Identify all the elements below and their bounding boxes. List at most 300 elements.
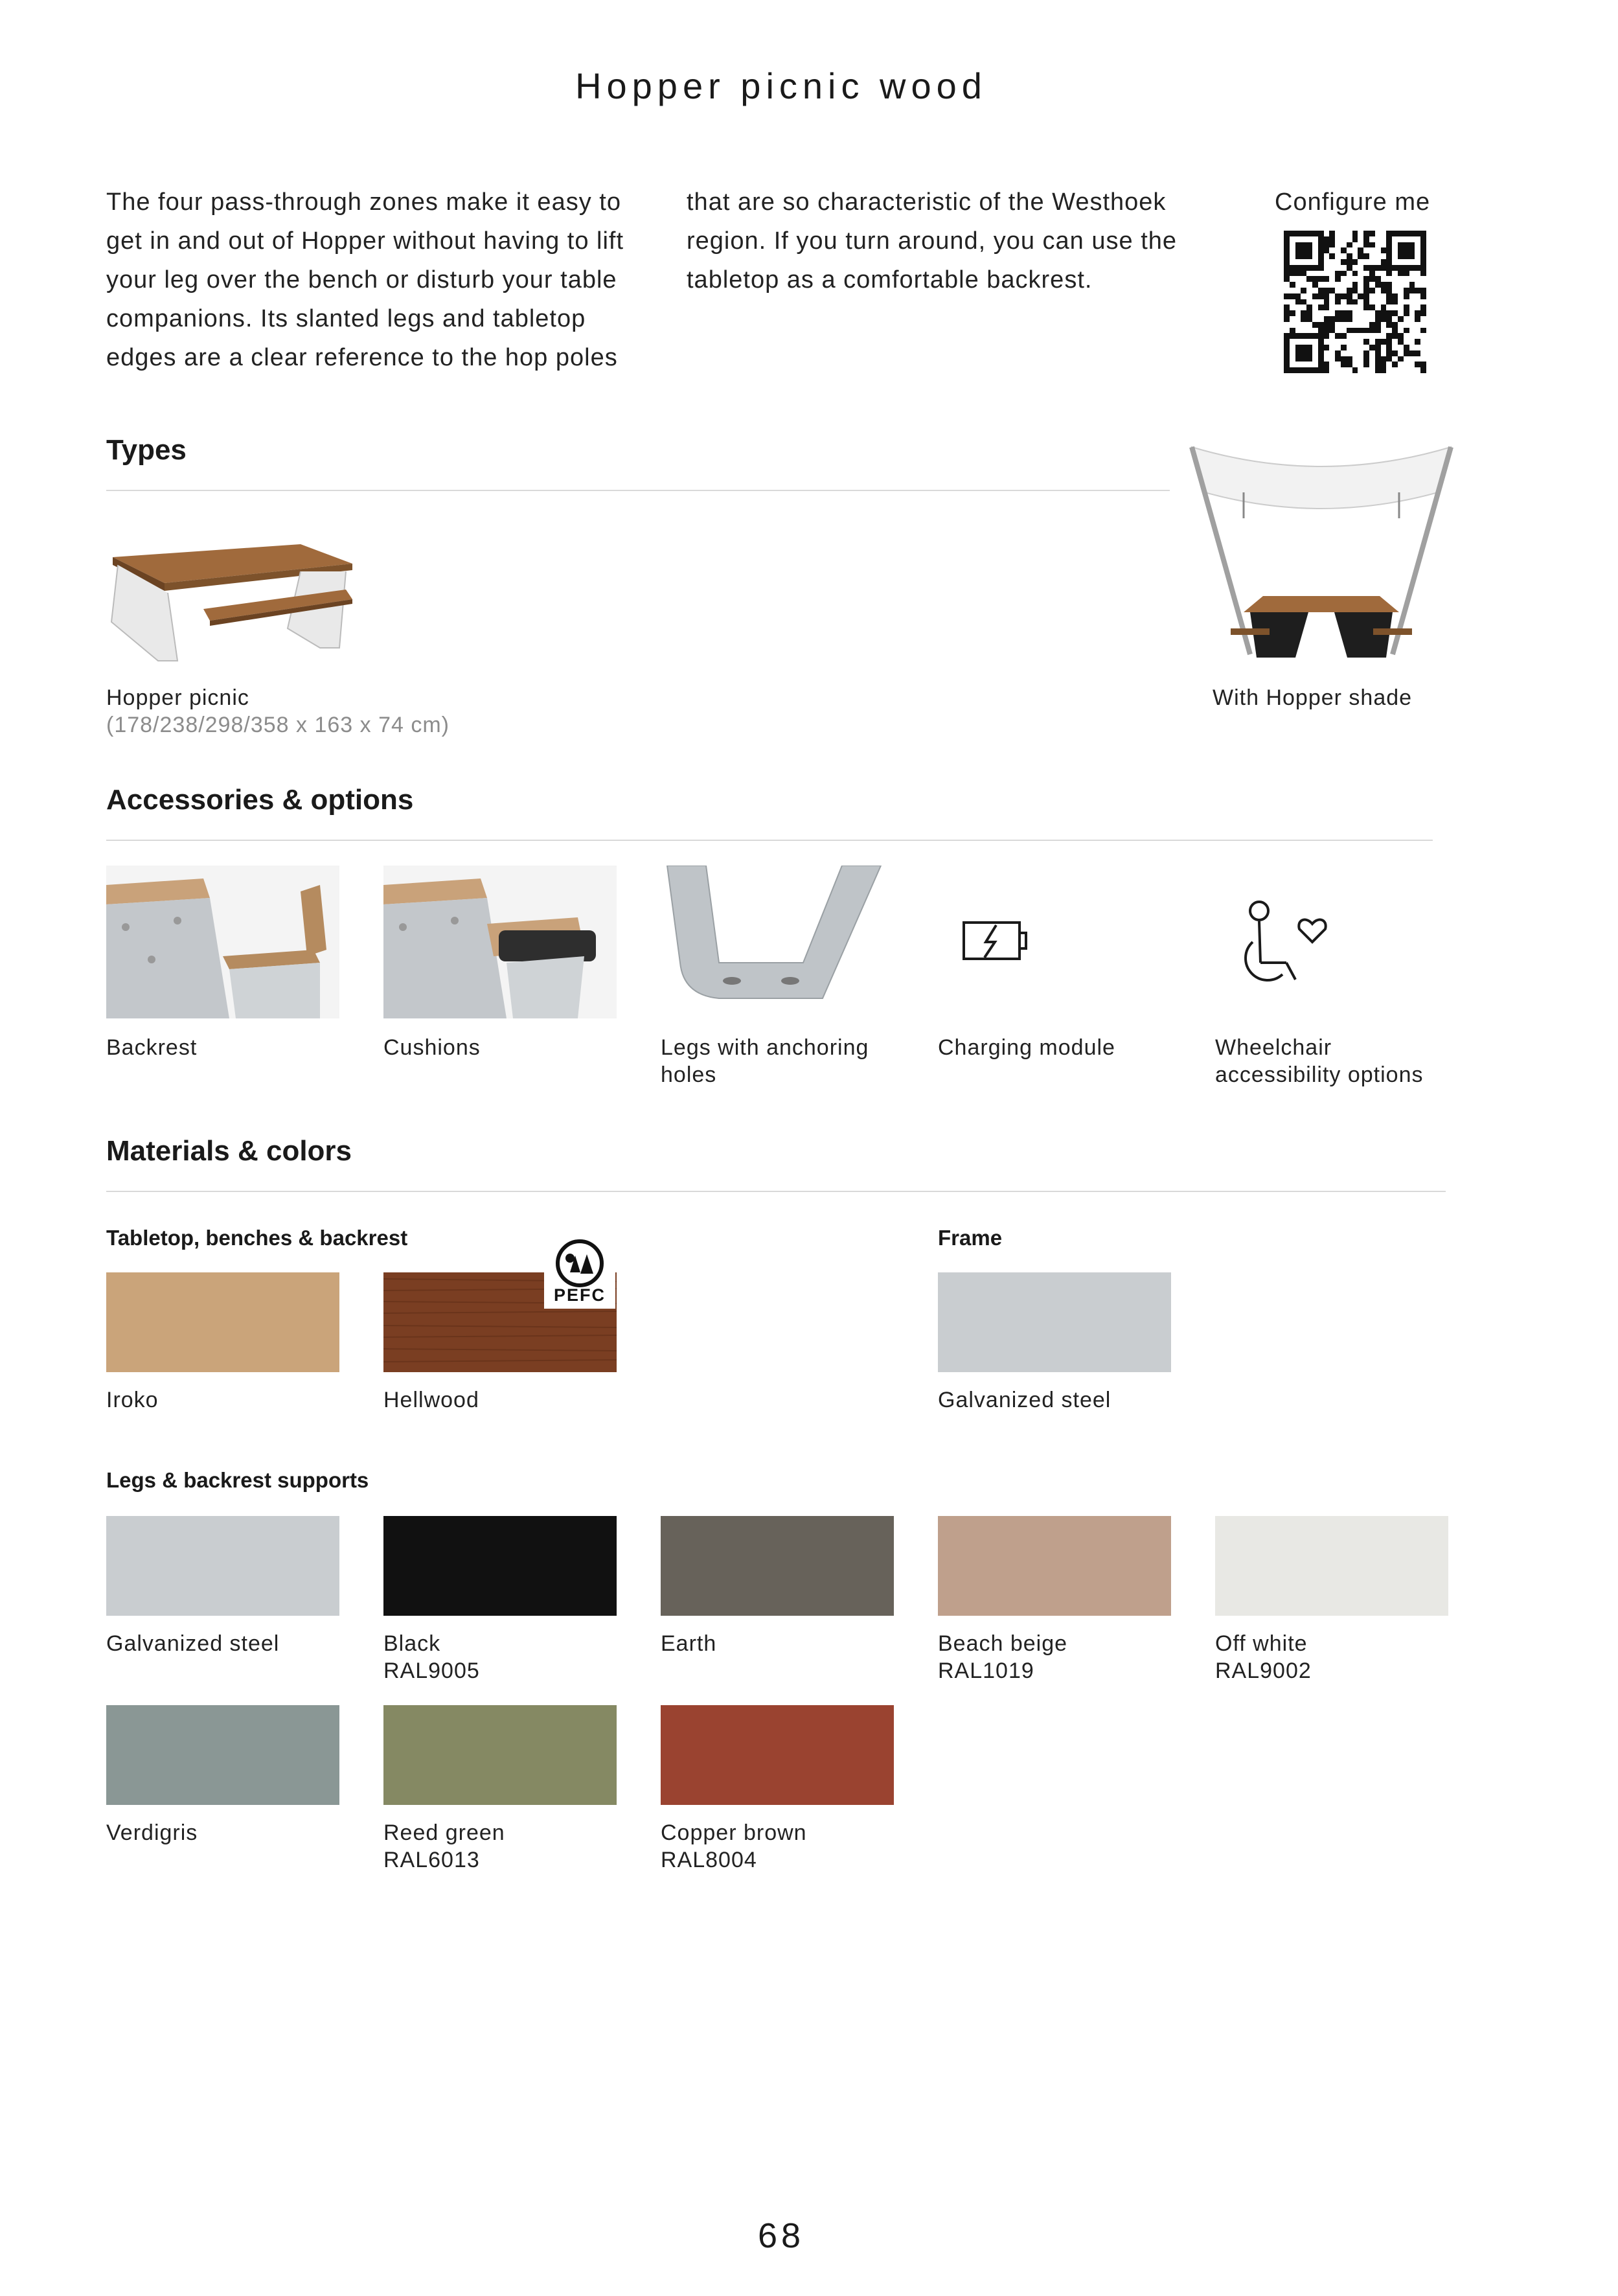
qr-module [1295, 339, 1301, 345]
qr-module [1290, 367, 1295, 373]
qr-module [1306, 367, 1312, 373]
qr-module [1409, 356, 1415, 362]
qr-module [1306, 304, 1312, 310]
qr-module [1284, 299, 1290, 305]
swatch-name: Off white [1215, 1631, 1308, 1656]
qr-module [1295, 265, 1301, 271]
qr-module [1347, 293, 1352, 299]
qr-module [1392, 265, 1398, 271]
qr-module [1386, 236, 1392, 242]
qr-module [1341, 271, 1347, 277]
legs-subheading: Legs & backrest supports [106, 1468, 369, 1492]
qr-module [1284, 271, 1290, 277]
qr-module [1290, 288, 1295, 293]
qr-module [1306, 293, 1312, 299]
qr-module [1295, 333, 1301, 339]
qr-module [1352, 367, 1358, 373]
qr-module [1306, 339, 1312, 345]
qr-module [1398, 259, 1404, 265]
qr-module [1381, 282, 1387, 288]
qr-module [1301, 282, 1306, 288]
qr-module [1324, 310, 1330, 316]
qr-module [1284, 316, 1290, 322]
qr-module [1398, 242, 1404, 248]
qr-module [1324, 316, 1330, 322]
qr-module [1352, 265, 1358, 271]
qr-module [1347, 242, 1352, 248]
qr-module [1375, 236, 1381, 242]
wheelchair-icon [1215, 866, 1448, 1018]
qr-module [1341, 316, 1347, 322]
qr-module [1312, 242, 1318, 248]
qr-module [1358, 339, 1363, 345]
qr-module [1358, 231, 1363, 236]
qr-module [1318, 299, 1324, 305]
swatch-code: RAL6013 [383, 1848, 480, 1872]
qr-module [1420, 259, 1426, 265]
qr-module [1324, 293, 1330, 299]
qr-module [1324, 288, 1330, 293]
qr-module [1352, 350, 1358, 356]
qr-module [1352, 339, 1358, 345]
qr-module [1347, 236, 1352, 242]
qr-module [1404, 265, 1409, 271]
qr-module [1409, 231, 1415, 236]
qr-module [1335, 339, 1341, 345]
qr-module [1381, 253, 1387, 259]
hopper-shade-image [1179, 434, 1464, 667]
materials-divider [106, 1191, 1446, 1192]
qr-module [1329, 350, 1335, 356]
qr-module [1341, 293, 1347, 299]
intro-line: get in and out of Hopper without having to lift [106, 227, 624, 255]
qr-module [1341, 259, 1347, 265]
qr-module [1284, 328, 1290, 334]
qr-module [1295, 231, 1301, 236]
qr-module [1290, 282, 1295, 288]
qr-module [1398, 333, 1404, 339]
qr-module [1347, 356, 1352, 362]
qr-module [1404, 242, 1409, 248]
qr-module [1341, 304, 1347, 310]
qr-module [1415, 362, 1420, 367]
qr-module [1318, 282, 1324, 288]
qr-module [1318, 367, 1324, 373]
qr-module [1329, 362, 1335, 367]
qr-module [1341, 362, 1347, 367]
qr-module [1375, 282, 1381, 288]
qr-module [1284, 356, 1290, 362]
qr-module [1358, 304, 1363, 310]
qr-module [1415, 247, 1420, 253]
qr-module [1420, 345, 1426, 350]
qr-module [1358, 333, 1363, 339]
qr-module [1295, 253, 1301, 259]
qr-module [1415, 316, 1420, 322]
qr-module [1369, 345, 1375, 350]
qr-module [1335, 265, 1341, 271]
qr-module [1324, 271, 1330, 277]
qr-module [1420, 276, 1426, 282]
qr-module [1398, 322, 1404, 328]
qr-module [1329, 328, 1335, 334]
qr-module [1404, 288, 1409, 293]
swatch-off-white [1215, 1516, 1448, 1616]
qr-module [1404, 328, 1409, 334]
qr-module [1420, 362, 1426, 367]
qr-module [1415, 328, 1420, 334]
qr-module [1420, 293, 1426, 299]
qr-module [1324, 333, 1330, 339]
qr-module [1392, 367, 1398, 373]
qr-module [1358, 288, 1363, 293]
intro-column-1 [106, 183, 644, 377]
qr-module [1352, 236, 1358, 242]
qr-module [1415, 345, 1420, 350]
qr-module [1386, 299, 1392, 305]
qr-module [1312, 310, 1318, 316]
qr-module [1347, 265, 1352, 271]
qr-module [1352, 310, 1358, 316]
qr-module [1375, 362, 1381, 367]
qr-module [1335, 253, 1341, 259]
swatch-legs-galvanized-steel-label [106, 1630, 279, 1657]
swatch-code: RAL1019 [938, 1659, 1034, 1683]
qr-module [1335, 247, 1341, 253]
qr-module [1415, 282, 1420, 288]
qr-module [1369, 350, 1375, 356]
accessories-heading: Accessories & options [106, 784, 414, 816]
qr-module [1324, 339, 1330, 345]
qr-module [1306, 253, 1312, 259]
qr-module [1358, 253, 1363, 259]
qr-module [1301, 304, 1306, 310]
qr-module [1341, 236, 1347, 242]
qr-module [1284, 333, 1290, 339]
qr-module [1347, 367, 1352, 373]
qr-module [1386, 259, 1392, 265]
qr-module [1420, 236, 1426, 242]
qr-module [1329, 271, 1335, 277]
qr-module [1392, 236, 1398, 242]
qr-module [1358, 242, 1363, 248]
swatch-name: Verdigris [106, 1820, 198, 1845]
intro-line: your leg over the bench or disturb your table [106, 266, 617, 293]
qr-module [1363, 288, 1369, 293]
qr-module [1375, 299, 1381, 305]
qr-module [1409, 282, 1415, 288]
qr-module [1306, 345, 1312, 350]
qr-module [1295, 276, 1301, 282]
qr-module [1312, 253, 1318, 259]
qr-module [1398, 310, 1404, 316]
qr-module [1341, 247, 1347, 253]
qr-module [1312, 265, 1318, 271]
qr-module [1420, 350, 1426, 356]
qr-module [1358, 247, 1363, 253]
qr-module [1381, 310, 1387, 316]
qr-module [1358, 259, 1363, 265]
qr-module [1363, 299, 1369, 305]
qr-module [1341, 242, 1347, 248]
qr-module [1386, 265, 1392, 271]
qr-module [1386, 345, 1392, 350]
qr-module [1363, 322, 1369, 328]
qr-module [1284, 242, 1290, 248]
qr-module [1329, 339, 1335, 345]
qr-module [1306, 333, 1312, 339]
qr-module [1290, 350, 1295, 356]
swatch-off-white-label [1215, 1630, 1312, 1684]
type-hopper-shade-name: With Hopper shade [1213, 685, 1413, 710]
intro-line: region. If you turn around, you can use the [687, 227, 1178, 255]
qr-module [1404, 247, 1409, 253]
qr-module [1392, 259, 1398, 265]
qr-module [1318, 316, 1324, 322]
swatch-earth [661, 1516, 894, 1616]
qr-module [1398, 316, 1404, 322]
qr-module [1363, 236, 1369, 242]
qr-module [1386, 310, 1392, 316]
qr-module [1409, 271, 1415, 277]
type-hopper-picnic-dimensions: (178/238/298/358 x 163 x 74 cm) [106, 713, 450, 737]
qr-module [1398, 328, 1404, 334]
qr-module [1375, 322, 1381, 328]
swatch-earth-label [661, 1630, 716, 1657]
swatch-copper-brown [661, 1705, 894, 1805]
qr-module [1324, 253, 1330, 259]
qr-module [1329, 299, 1335, 305]
qr-module [1375, 242, 1381, 248]
qr-module [1341, 310, 1347, 316]
swatch-name: Reed green [383, 1820, 505, 1845]
qr-module [1409, 299, 1415, 305]
qr-module [1420, 282, 1426, 288]
qr-module [1284, 367, 1290, 373]
qr-module [1375, 350, 1381, 356]
qr-module [1284, 253, 1290, 259]
qr-module [1381, 316, 1387, 322]
qr-module [1398, 265, 1404, 271]
qr-module [1335, 310, 1341, 316]
qr-module [1284, 276, 1290, 282]
qr-module [1290, 253, 1295, 259]
qr-module [1386, 247, 1392, 253]
qr-module [1290, 259, 1295, 265]
qr-module [1369, 265, 1375, 271]
swatch-legs-galvanized-steel [106, 1516, 339, 1616]
qr-module [1352, 316, 1358, 322]
qr-module [1324, 236, 1330, 242]
qr-module [1295, 236, 1301, 242]
qr-module [1306, 242, 1312, 248]
qr-module [1324, 345, 1330, 350]
qr-module [1375, 339, 1381, 345]
qr-module [1347, 259, 1352, 265]
qr-module [1306, 271, 1312, 277]
qr-module [1398, 288, 1404, 293]
qr-module [1409, 253, 1415, 259]
qr-module [1352, 333, 1358, 339]
qr-module [1363, 304, 1369, 310]
qr-module [1318, 288, 1324, 293]
qr-module [1352, 271, 1358, 277]
qr-module [1312, 282, 1318, 288]
qr-module [1392, 339, 1398, 345]
qr-module [1318, 236, 1324, 242]
qr-module [1415, 304, 1420, 310]
qr-module [1335, 316, 1341, 322]
qr-module [1420, 316, 1426, 322]
qr-module [1392, 253, 1398, 259]
qr-module [1420, 271, 1426, 277]
qr-module [1324, 328, 1330, 334]
accessory-charging-module-label: Charging module [938, 1035, 1115, 1060]
qr-module [1404, 282, 1409, 288]
anchoring-legs-image [661, 866, 894, 1018]
qr-module [1415, 322, 1420, 328]
qr-module [1301, 362, 1306, 367]
qr-module [1318, 350, 1324, 356]
type-hopper-picnic-name: Hopper picnic [106, 685, 249, 710]
qr-module [1381, 345, 1387, 350]
qr-module [1392, 282, 1398, 288]
label-line: accessibility options [1215, 1062, 1424, 1087]
hopper-picnic-image [106, 512, 359, 674]
qr-module [1420, 310, 1426, 316]
qr-module [1301, 328, 1306, 334]
swatch-reed-green [383, 1705, 617, 1805]
qr-module [1375, 265, 1381, 271]
qr-code[interactable] [1284, 231, 1428, 374]
qr-module [1301, 231, 1306, 236]
qr-module [1409, 293, 1415, 299]
types-heading: Types [106, 434, 187, 466]
qr-module [1306, 299, 1312, 305]
qr-module [1420, 356, 1426, 362]
qr-module [1312, 316, 1318, 322]
qr-module [1347, 345, 1352, 350]
qr-module [1284, 345, 1290, 350]
qr-module [1409, 304, 1415, 310]
qr-module [1398, 282, 1404, 288]
qr-module [1301, 356, 1306, 362]
qr-module [1363, 367, 1369, 373]
qr-module [1301, 316, 1306, 322]
qr-module [1369, 253, 1375, 259]
label-line: Wheelchair [1215, 1035, 1332, 1060]
intro-line: tabletop as a comfortable backrest. [687, 266, 1093, 293]
qr-module [1358, 276, 1363, 282]
qr-module [1306, 231, 1312, 236]
qr-module [1381, 293, 1387, 299]
intro-line: edges are a clear reference to the hop poles [106, 344, 618, 371]
qr-module [1404, 253, 1409, 259]
qr-module [1386, 304, 1392, 310]
qr-module [1318, 242, 1324, 248]
qr-module [1375, 293, 1381, 299]
qr-module [1284, 293, 1290, 299]
qr-module [1363, 293, 1369, 299]
qr-module [1369, 333, 1375, 339]
qr-module [1392, 231, 1398, 236]
swatch-name: Galvanized steel [106, 1631, 280, 1656]
qr-module [1312, 293, 1318, 299]
qr-module [1409, 339, 1415, 345]
qr-module [1306, 288, 1312, 293]
qr-module [1284, 310, 1290, 316]
qr-module [1409, 276, 1415, 282]
intro-line: that are so characteristic of the Westhoek [687, 189, 1167, 216]
qr-module [1335, 299, 1341, 305]
qr-module [1369, 316, 1375, 322]
qr-module [1369, 362, 1375, 367]
qr-module [1352, 293, 1358, 299]
qr-module [1381, 328, 1387, 334]
qr-module [1409, 362, 1415, 367]
qr-module [1369, 276, 1375, 282]
qr-module [1295, 316, 1301, 322]
qr-module [1358, 328, 1363, 334]
qr-module [1415, 339, 1420, 345]
qr-module [1358, 236, 1363, 242]
qr-module [1392, 333, 1398, 339]
qr-module [1329, 231, 1335, 236]
qr-module [1352, 242, 1358, 248]
qr-module [1381, 339, 1387, 345]
qr-module [1358, 271, 1363, 277]
qr-module [1290, 316, 1295, 322]
qr-module [1420, 333, 1426, 339]
qr-module [1290, 333, 1295, 339]
qr-module [1312, 259, 1318, 265]
qr-module [1329, 276, 1335, 282]
qr-module [1386, 271, 1392, 277]
qr-module [1306, 276, 1312, 282]
qr-module [1369, 339, 1375, 345]
qr-module [1312, 350, 1318, 356]
qr-module [1324, 299, 1330, 305]
qr-module [1335, 293, 1341, 299]
qr-module [1318, 265, 1324, 271]
qr-module [1415, 333, 1420, 339]
qr-module [1398, 345, 1404, 350]
qr-module [1363, 247, 1369, 253]
qr-module [1352, 356, 1358, 362]
qr-module [1420, 288, 1426, 293]
qr-module [1369, 271, 1375, 277]
qr-module [1324, 367, 1330, 373]
qr-module [1386, 253, 1392, 259]
qr-module [1324, 259, 1330, 265]
qr-module [1363, 333, 1369, 339]
qr-module [1420, 265, 1426, 271]
qr-module [1386, 322, 1392, 328]
page-title: Hopper picnic wood [575, 65, 987, 106]
qr-module [1290, 271, 1295, 277]
qr-module [1341, 328, 1347, 334]
qr-module [1420, 328, 1426, 334]
qr-module [1318, 293, 1324, 299]
qr-module [1318, 271, 1324, 277]
qr-module [1415, 271, 1420, 277]
qr-module [1329, 345, 1335, 350]
qr-module [1352, 345, 1358, 350]
qr-module [1301, 247, 1306, 253]
qr-module [1295, 288, 1301, 293]
qr-module [1329, 333, 1335, 339]
qr-module [1381, 367, 1387, 373]
